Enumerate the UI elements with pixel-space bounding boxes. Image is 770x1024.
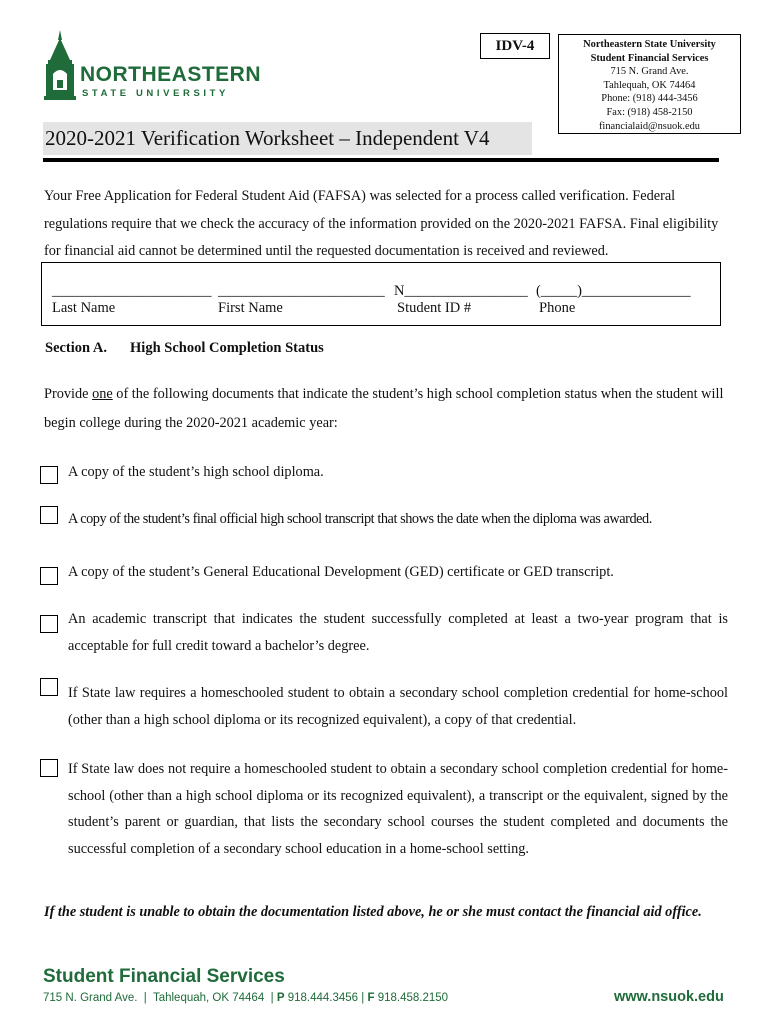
phone-label: Phone xyxy=(539,300,576,316)
option-homeschool-transcript: If State law does not require a homeschooled student to obtain a secondary school completion credential for home-school (other than a high school diploma or its recognized equivalent), a transcript or the equivalent, signed by the student’s parent or guardian, that lists the secondary school courses the student completed and documents the successful completion of a secondary school education in a home-school setting. xyxy=(68,761,728,857)
logo-wordmark: NORTHEASTERN xyxy=(80,63,262,86)
provide-text-after: of the following documents that indicate the student’s high school completion status when the student will begin college during the 2020-2021 academic year: xyxy=(44,386,724,431)
option-checkbox-ged[interactable] xyxy=(40,567,58,585)
phone-field[interactable]: (_____)_______________ xyxy=(536,283,691,299)
option-academic-transcript: An academic transcript that indicates the student successfully completed at least a two-year program that is acceptable for full credit toward a bachelor’s degree. xyxy=(68,611,728,654)
option-ged: A copy of the student’s General Educational Development (GED) certificate or GED transcript. xyxy=(68,564,614,580)
footer-office-name: Student Financial Services xyxy=(43,966,285,987)
footer-website-link[interactable]: www.nsuok.edu xyxy=(614,989,724,1005)
student-id-label: Student ID # xyxy=(397,300,472,316)
office-phone: Phone: (918) 444-3456 xyxy=(601,93,698,105)
option-diploma: A copy of the student’s high school diploma. xyxy=(68,464,324,480)
office-fax: Fax: (918) 458-2150 xyxy=(606,106,693,118)
bell-tower-icon xyxy=(40,30,80,102)
footer-address: 715 N. Grand Ave. | Tahlequah, OK 74464 | xyxy=(43,992,274,1004)
office-street: 715 N. Grand Ave. xyxy=(610,66,689,78)
page-title: 2020-2021 Verification Worksheet – Independent V4 xyxy=(43,122,532,155)
first-name-label: First Name xyxy=(218,300,283,316)
office-city: Tahlequah, OK 74464 xyxy=(603,79,696,91)
office-name: Northeastern State University xyxy=(583,39,716,50)
title-rule xyxy=(43,158,719,162)
office-dept: Student Financial Services xyxy=(590,52,709,64)
intro-paragraph: Your Free Application for Federal Student Aid (FAFSA) was selected for a process called verification. Federal regulations require that we check the accuracy of the information provided on the 2020-2021 FAFSA. Final eligibility for financial aid cannot be determined until the requested documentation is received and reviewed. xyxy=(44,188,719,259)
office-email: financialaid@nsuok.edu xyxy=(598,120,701,132)
footer-phone-label: P xyxy=(276,992,285,1004)
option-checkbox-diploma[interactable] xyxy=(40,466,58,484)
option-checkbox-homeschool-credential[interactable] xyxy=(40,678,58,696)
footer-phone: 918.444.3456 xyxy=(287,992,359,1004)
office-contact-box xyxy=(558,34,741,134)
option-homeschool-credential: If State law requires a homeschooled student to obtain a secondary school completion credential for home-school (other than a high school diploma or its recognized equivalent), a copy of that credential. xyxy=(68,685,728,728)
option-transcript: A copy of the student’s final official high school transcript that shows the date when the diploma was awarded. xyxy=(68,511,652,527)
footer-fax-label: F xyxy=(367,992,375,1004)
provide-text-before: Provide xyxy=(44,386,93,402)
last-name-label: Last Name xyxy=(52,300,116,316)
section-title: High School Completion Status xyxy=(130,340,324,356)
student-id-field[interactable]: N_________________ xyxy=(394,283,528,299)
student-info-box xyxy=(41,262,721,326)
last-name-field[interactable]: ______________________ xyxy=(52,283,212,299)
provide-underlined: one xyxy=(92,386,113,402)
footer-separator: | xyxy=(361,992,365,1004)
form-code: IDV-4 xyxy=(480,33,550,59)
footer-fax: 918.458.2150 xyxy=(377,992,449,1004)
section-a-heading xyxy=(45,340,324,357)
provide-instructions xyxy=(44,380,734,437)
option-checkbox-academic-transcript[interactable] xyxy=(40,615,58,633)
logo-subtitle: STATE UNIVERSITY xyxy=(82,88,229,99)
option-checkbox-transcript[interactable] xyxy=(40,506,58,524)
footer-address-line xyxy=(43,992,448,1004)
first-name-field[interactable]: _______________________ xyxy=(218,283,385,299)
section-number: Section A. xyxy=(45,340,108,356)
contact-warning: If the student is unable to obtain the documentation listed above, he or she must contact the financial aid office. xyxy=(44,904,702,920)
option-checkbox-homeschool-transcript[interactable] xyxy=(40,759,58,777)
